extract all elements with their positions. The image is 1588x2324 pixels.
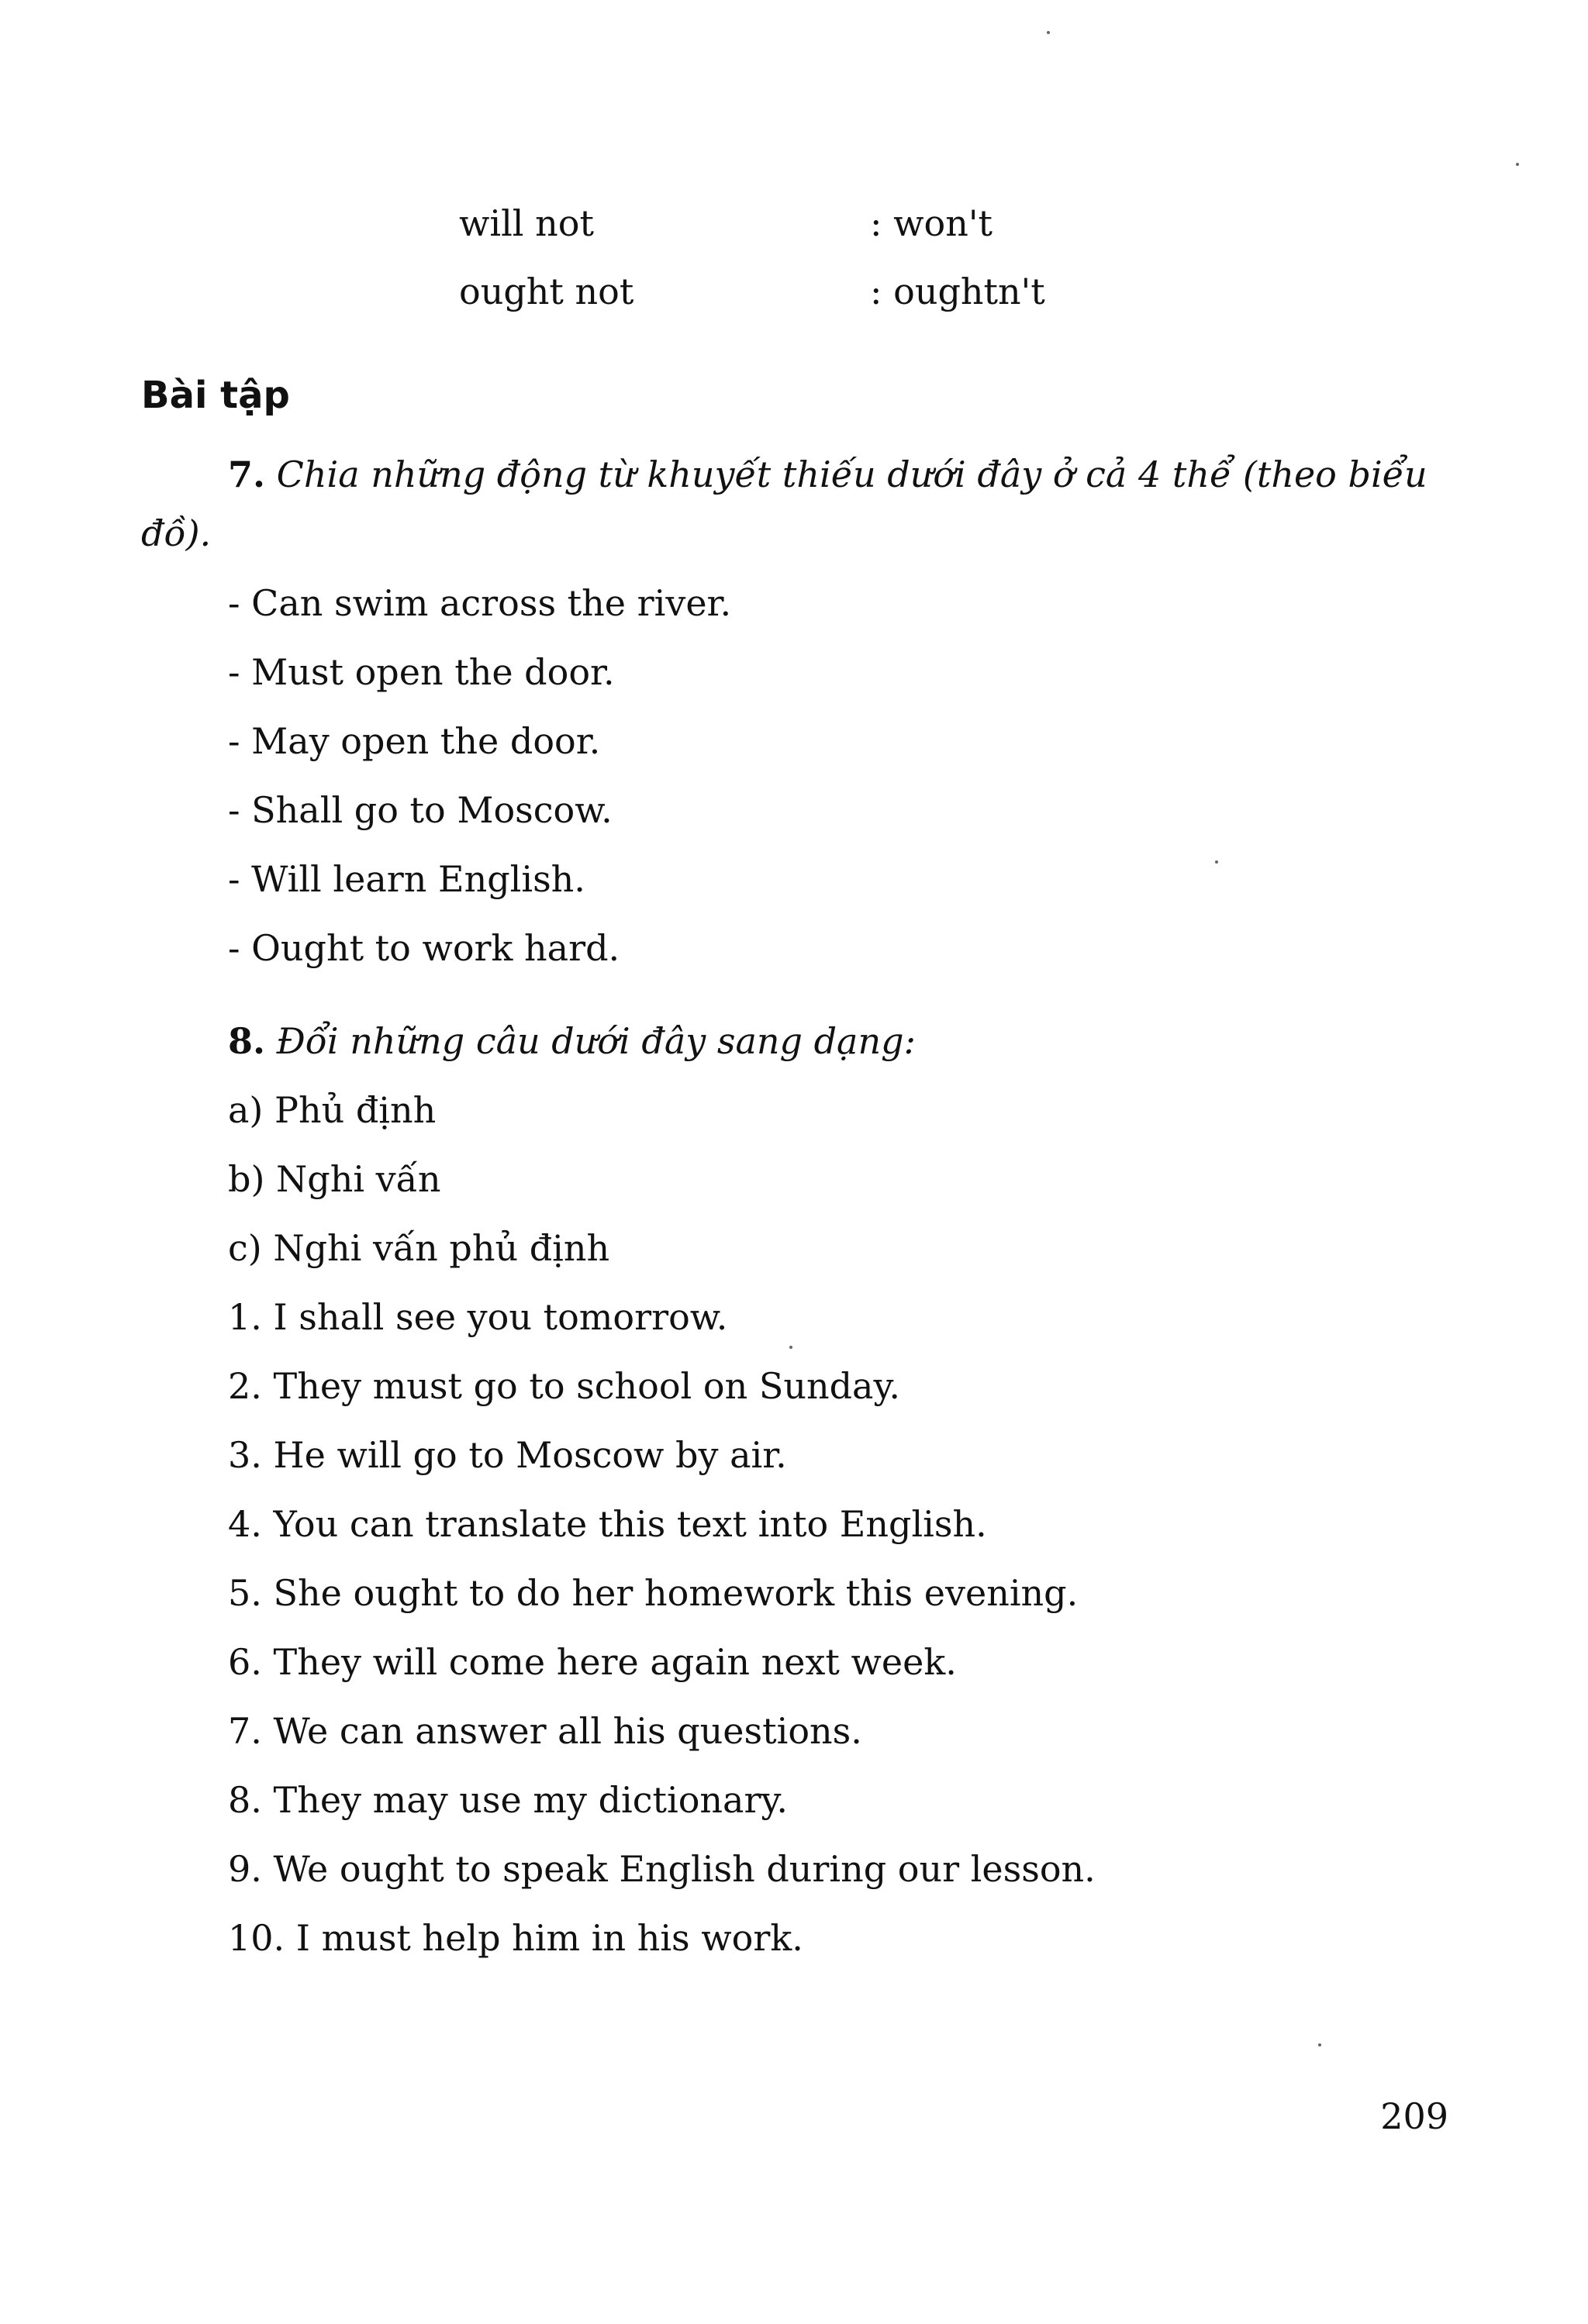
exercise-8-sentence: 6. They will come here again next week.	[228, 1641, 957, 1683]
scan-speck	[1516, 163, 1519, 166]
exercise-8-number: 8.	[228, 1020, 266, 1062]
exercise-8-form: c) Nghi vấn phủ định	[228, 1227, 610, 1269]
scan-speck	[1047, 31, 1050, 34]
exercise-8-sentence: 2. They must go to school on Sunday.	[228, 1365, 900, 1407]
exercise-8-instruction: Đổi những câu dưới đây sang dạng:	[276, 1020, 917, 1062]
exercise-7-item: - Must open the door.	[228, 651, 615, 693]
exercise-8-sentence: 10. I must help him in his work.	[228, 1917, 803, 1959]
exercise-7-item: - Shall go to Moscow.	[228, 789, 613, 831]
contraction-row	[459, 192, 1157, 254]
contraction-full: ought not	[459, 271, 634, 312]
contraction-short: : oughtn't	[870, 271, 1045, 312]
exercise-8-sentence: 8. They may use my dictionary.	[228, 1779, 788, 1821]
exercise-8-sentence: 1. I shall see you tomorrow.	[228, 1296, 728, 1338]
exercise-7-item: - Will learn English.	[228, 858, 585, 900]
exercise-8-sentence: 3. He will go to Moscow by air.	[228, 1434, 787, 1476]
page-number: 209	[1380, 2095, 1448, 2137]
exercise-8-form: a) Phủ định	[228, 1089, 437, 1131]
exercise-8-sentence: 4. You can translate this text into English.	[228, 1503, 987, 1545]
section-heading: Bài tập	[141, 374, 290, 417]
scan-speck	[1215, 860, 1218, 864]
exercise-8-sentence: 7. We can answer all his questions.	[228, 1710, 862, 1752]
exercise-7-number: 7.	[228, 453, 266, 495]
exercise-7-item: - Can swim across the river.	[228, 582, 732, 624]
exercise-8-form: b) Nghi vấn	[228, 1158, 441, 1200]
exercise-8-sentence: 5. She ought to do her homework this evening.	[228, 1572, 1079, 1614]
exercise-7-item: - Ought to work hard.	[228, 927, 620, 969]
exercise-7-item: - May open the door.	[228, 720, 601, 762]
exercise-8-title	[228, 1010, 916, 1072]
exercise-7-instruction: Chia những động từ khuyết thiếu dưới đây ở cả 4 thể (theo biểu đồ).	[141, 453, 1427, 554]
contraction-full: will not	[459, 202, 594, 244]
exercise-8-sentence: 9. We ought to speak English during our lesson.	[228, 1848, 1096, 1890]
scan-speck	[1318, 2043, 1321, 2046]
exercise-7-title	[141, 445, 1459, 563]
contraction-short: : won't	[870, 202, 992, 244]
contraction-row	[459, 260, 1157, 322]
scan-speck	[789, 1346, 792, 1349]
